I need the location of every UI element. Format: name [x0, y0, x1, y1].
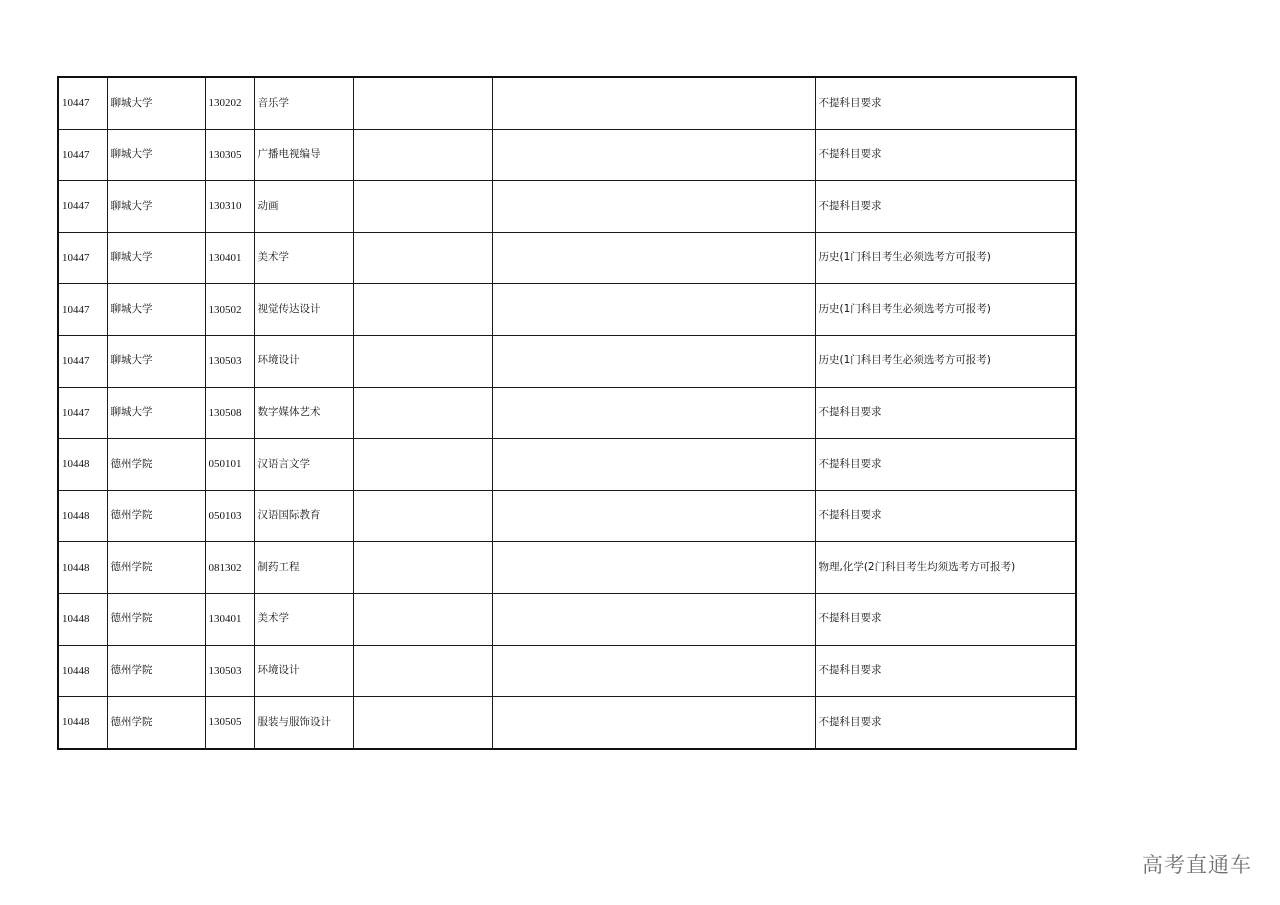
subject-requirement-cell: 不提科目要求 [815, 387, 1076, 439]
blank-cell [353, 232, 492, 284]
school-name-cell: 聊城大学 [107, 335, 205, 387]
major-name-cell: 环境设计 [254, 335, 353, 387]
school-name-cell: 德州学院 [107, 439, 205, 491]
table-row [58, 490, 1076, 542]
blank-cell [353, 645, 492, 697]
major-name-cell: 广播电视编导 [254, 129, 353, 181]
table-row [58, 439, 1076, 491]
subject-requirements-table [57, 76, 1077, 750]
table-row [58, 387, 1076, 439]
blank-cell [492, 490, 815, 542]
major-name-cell: 动画 [254, 181, 353, 233]
blank-cell [492, 284, 815, 336]
school-code-cell: 10448 [58, 439, 107, 491]
major-code-cell: 130505 [205, 697, 254, 749]
subject-requirement-cell: 不提科目要求 [815, 593, 1076, 645]
table-row [58, 335, 1076, 387]
major-name-cell: 环境设计 [254, 645, 353, 697]
school-code-cell: 10447 [58, 77, 107, 129]
major-code-cell: 130401 [205, 593, 254, 645]
major-code-cell: 050103 [205, 490, 254, 542]
blank-cell [492, 232, 815, 284]
major-name-cell: 音乐学 [254, 77, 353, 129]
major-name-cell: 美术学 [254, 593, 353, 645]
table-row [58, 593, 1076, 645]
school-name-cell: 聊城大学 [107, 232, 205, 284]
table-row [58, 77, 1076, 129]
blank-cell [353, 181, 492, 233]
school-code-cell: 10447 [58, 284, 107, 336]
school-name-cell: 德州学院 [107, 697, 205, 749]
blank-cell [492, 439, 815, 491]
school-code-cell: 10448 [58, 542, 107, 594]
major-name-cell: 数字媒体艺术 [254, 387, 353, 439]
major-code-cell: 050101 [205, 439, 254, 491]
table-row [58, 645, 1076, 697]
blank-cell [353, 129, 492, 181]
major-code-cell: 130502 [205, 284, 254, 336]
document-table-wrapper [57, 76, 1077, 750]
major-name-cell: 美术学 [254, 232, 353, 284]
blank-cell [492, 335, 815, 387]
major-name-cell: 服装与服饰设计 [254, 697, 353, 749]
table-row [58, 232, 1076, 284]
blank-cell [492, 593, 815, 645]
school-code-cell: 10448 [58, 645, 107, 697]
school-name-cell: 德州学院 [107, 645, 205, 697]
blank-cell [353, 593, 492, 645]
school-name-cell: 聊城大学 [107, 284, 205, 336]
major-code-cell: 130305 [205, 129, 254, 181]
school-name-cell: 聊城大学 [107, 129, 205, 181]
school-code-cell: 10448 [58, 490, 107, 542]
blank-cell [492, 129, 815, 181]
blank-cell [492, 542, 815, 594]
subject-requirement-cell: 不提科目要求 [815, 645, 1076, 697]
blank-cell [492, 645, 815, 697]
major-name-cell: 汉语言文学 [254, 439, 353, 491]
school-name-cell: 聊城大学 [107, 77, 205, 129]
major-name-cell: 制药工程 [254, 542, 353, 594]
table-row [58, 181, 1076, 233]
major-name-cell: 视觉传达设计 [254, 284, 353, 336]
blank-cell [492, 697, 815, 749]
subject-requirement-cell: 历史(1门科目考生必须选考方可报考) [815, 335, 1076, 387]
major-code-cell: 130202 [205, 77, 254, 129]
school-name-cell: 德州学院 [107, 593, 205, 645]
blank-cell [492, 181, 815, 233]
major-code-cell: 130401 [205, 232, 254, 284]
blank-cell [492, 77, 815, 129]
major-code-cell: 130508 [205, 387, 254, 439]
school-code-cell: 10447 [58, 181, 107, 233]
blank-cell [353, 542, 492, 594]
subject-requirement-cell: 不提科目要求 [815, 490, 1076, 542]
major-code-cell: 130503 [205, 335, 254, 387]
school-code-cell: 10448 [58, 697, 107, 749]
school-code-cell: 10447 [58, 387, 107, 439]
major-code-cell: 130503 [205, 645, 254, 697]
subject-requirement-cell: 不提科目要求 [815, 181, 1076, 233]
blank-cell [353, 335, 492, 387]
school-code-cell: 10447 [58, 129, 107, 181]
table-body [58, 77, 1076, 749]
subject-requirement-cell: 不提科目要求 [815, 439, 1076, 491]
blank-cell [353, 77, 492, 129]
major-code-cell: 081302 [205, 542, 254, 594]
school-name-cell: 聊城大学 [107, 181, 205, 233]
blank-cell [353, 387, 492, 439]
blank-cell [353, 284, 492, 336]
blank-cell [353, 439, 492, 491]
table-row [58, 129, 1076, 181]
major-code-cell: 130310 [205, 181, 254, 233]
table-row [58, 697, 1076, 749]
school-name-cell: 德州学院 [107, 490, 205, 542]
subject-requirement-cell: 不提科目要求 [815, 129, 1076, 181]
subject-requirement-cell: 物理,化学(2门科目考生均须选考方可报考) [815, 542, 1076, 594]
subject-requirement-cell: 不提科目要求 [815, 77, 1076, 129]
blank-cell [353, 697, 492, 749]
major-name-cell: 汉语国际教育 [254, 490, 353, 542]
school-code-cell: 10447 [58, 232, 107, 284]
blank-cell [353, 490, 492, 542]
subject-requirement-cell: 历史(1门科目考生必须选考方可报考) [815, 284, 1076, 336]
watermark-text: 高考直通车 [1142, 853, 1252, 877]
table-row [58, 284, 1076, 336]
school-code-cell: 10448 [58, 593, 107, 645]
blank-cell [492, 387, 815, 439]
subject-requirement-cell: 历史(1门科目考生必须选考方可报考) [815, 232, 1076, 284]
school-name-cell: 德州学院 [107, 542, 205, 594]
table-row [58, 542, 1076, 594]
school-code-cell: 10447 [58, 335, 107, 387]
subject-requirement-cell: 不提科目要求 [815, 697, 1076, 749]
school-name-cell: 聊城大学 [107, 387, 205, 439]
